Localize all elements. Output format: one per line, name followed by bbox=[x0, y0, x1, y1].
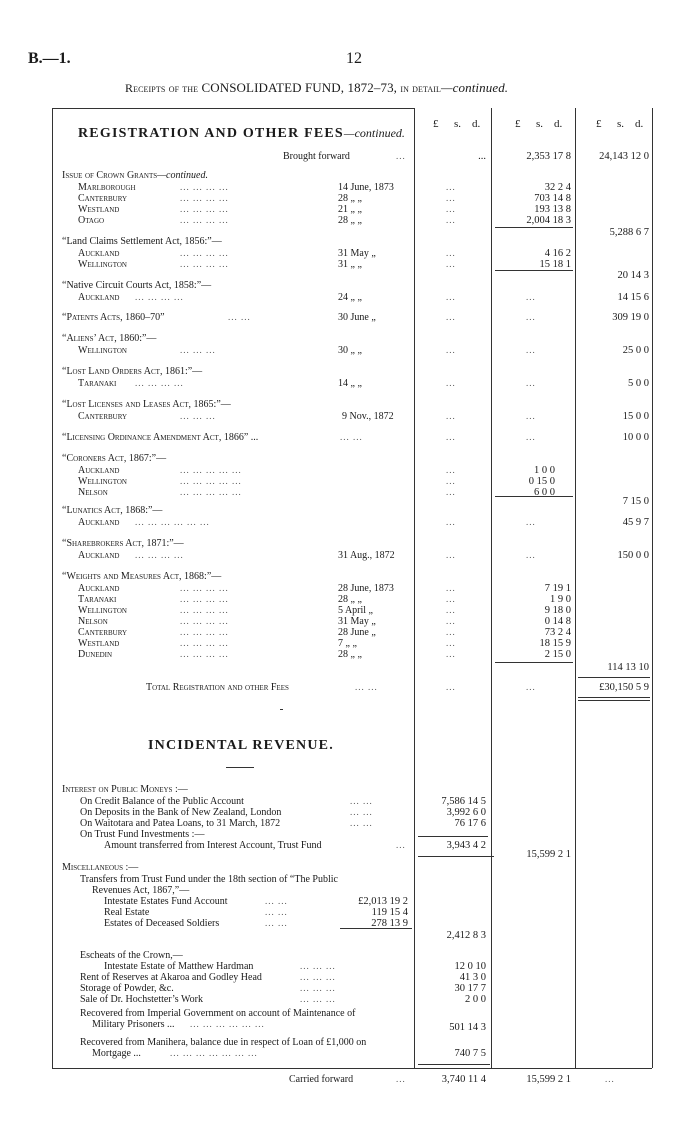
dot-leader: ... bbox=[446, 517, 456, 527]
dot-leader: ... ... ... ... bbox=[180, 616, 229, 626]
weights-name: Wellington bbox=[78, 605, 127, 616]
title-in: in detail bbox=[400, 81, 441, 95]
brought-forward-col2: 2,353 17 8 bbox=[526, 151, 571, 162]
dot-leader: ... bbox=[446, 215, 456, 225]
dot-leader: ... bbox=[526, 378, 536, 388]
dot-leader: ... ... ... ... bbox=[180, 204, 229, 214]
lost-land-heading: “Lost Land Orders Act, 1861:”— bbox=[62, 366, 203, 377]
dot-leader: ... bbox=[446, 411, 456, 421]
col2-pence-header: d. bbox=[554, 118, 563, 130]
crown-grant-date: 28 „ „ bbox=[338, 215, 362, 226]
crown-grants-total: 5,288 6 7 bbox=[609, 227, 649, 238]
escheats-label: Escheats of the Crown,— bbox=[80, 950, 183, 961]
col1-pence-header: d. bbox=[472, 118, 481, 130]
imperial-line1: Recovered from Imperial Government on account of Maintenance of bbox=[80, 1008, 356, 1019]
crown-grant-date: 28 „ „ bbox=[338, 193, 362, 204]
col1-shilling-header: s. bbox=[454, 118, 462, 130]
land-claim-date: 31 „ „ bbox=[338, 259, 362, 270]
incidental-heading: INCIDENTAL REVENUE. bbox=[148, 738, 334, 753]
weights-amount: 73 2 4 bbox=[544, 627, 571, 638]
lost-licenses-name: Canterbury bbox=[78, 411, 128, 422]
imperial-line2: Military Prisoners ... bbox=[92, 1019, 175, 1030]
weights-total: 114 13 10 bbox=[607, 662, 649, 673]
dot-leader: ... ... ... ... bbox=[180, 193, 229, 203]
dot-leader: ... ... ... ... bbox=[180, 583, 229, 593]
carried-forward-col1: 3,740 11 4 bbox=[441, 1074, 486, 1085]
dot-leader: ... ... ... bbox=[180, 411, 216, 421]
dot-leader: ... ... ... bbox=[300, 994, 336, 1004]
crown-grant-name: Otago bbox=[78, 215, 105, 226]
dot-leader: ... bbox=[446, 182, 456, 192]
dot-leader: ... ... bbox=[265, 896, 288, 906]
dot-leader: ... ... ... ... bbox=[180, 649, 229, 659]
aliens-name: Wellington bbox=[78, 345, 127, 356]
carried-forward-col2: 15,599 2 1 bbox=[526, 1074, 571, 1085]
dot-leader: ... bbox=[526, 292, 536, 302]
patents-total: 309 19 0 bbox=[612, 312, 649, 323]
sum-rule bbox=[495, 270, 573, 271]
sharebrokers-heading: “Sharebrokers Act, 1871:”— bbox=[62, 538, 184, 549]
weights-date: 28 „ „ bbox=[338, 649, 362, 660]
dot-leader: ... ... ... ... ... bbox=[180, 487, 242, 497]
weights-name: Dunedin bbox=[78, 649, 113, 660]
weights-amount: 1 9 0 bbox=[550, 594, 571, 605]
interest-item-label: On Deposits in the Bank of New Zealand, London bbox=[80, 807, 282, 818]
crown-grant-amount: 193 13 8 bbox=[534, 204, 571, 215]
interest-item-amount: 7,586 14 5 bbox=[441, 796, 486, 807]
dot-leader: ... bbox=[446, 292, 456, 302]
manihera-line2: Mortgage ... bbox=[92, 1048, 141, 1059]
crown-grant-name: Westland bbox=[78, 204, 120, 215]
native-circuit-heading: “Native Circuit Courts Act, 1858:”— bbox=[62, 280, 212, 291]
trust-fund-sub: Amount transferred from Interest Account, Trust Fund bbox=[104, 840, 322, 851]
weights-name: Canterbury bbox=[78, 627, 128, 638]
crown-grant-amount: 2,004 18 3 bbox=[526, 215, 571, 226]
dot-leader: ... bbox=[396, 151, 406, 161]
sheet-id: B.—1. bbox=[28, 50, 71, 67]
native-circuit-name: Auckland bbox=[78, 292, 120, 303]
weights-amount: 7 19 1 bbox=[544, 583, 571, 594]
column-rule-2 bbox=[491, 108, 492, 1068]
sharebrokers-total: 150 0 0 bbox=[617, 550, 649, 561]
aliens-total: 25 0 0 bbox=[622, 345, 649, 356]
title-continued: —continued. bbox=[440, 80, 509, 95]
registration-heading-continued: —continued. bbox=[343, 126, 405, 140]
weights-name: Westland bbox=[78, 638, 120, 649]
dot-leader: ... ... ... ... ... ... ... bbox=[170, 1048, 258, 1058]
dot-leader: ... bbox=[396, 840, 406, 850]
weights-amount: 9 18 0 bbox=[544, 605, 571, 616]
col1-pound-header: £ bbox=[433, 118, 439, 130]
dot-leader: ... ... ... ... bbox=[180, 248, 229, 258]
title-of: of the bbox=[168, 81, 199, 95]
misc-item-label: Sale of Dr. Hochstetter’s Work bbox=[80, 994, 203, 1005]
sum-rule bbox=[418, 1064, 490, 1065]
dot-leader: ... ... ... ... bbox=[180, 259, 229, 269]
weights-name: Auckland bbox=[78, 583, 120, 594]
land-claims-heading: “Land Claims Settlement Act, 1856:”— bbox=[62, 236, 222, 247]
brought-forward-col1: ... bbox=[478, 151, 486, 162]
dot-leader: ... ... ... ... bbox=[135, 378, 184, 388]
lunatics-name: Auckland bbox=[78, 517, 120, 528]
manihera-amount: 740 7 5 bbox=[454, 1048, 486, 1059]
coroners-total: 7 15 0 bbox=[622, 496, 649, 507]
registration-total-col2: ... bbox=[526, 682, 536, 692]
patents-heading: “Patents Acts, 1860–70” bbox=[62, 312, 165, 323]
crown-grant-name: Canterbury bbox=[78, 193, 128, 204]
dot-leader: ... bbox=[446, 204, 456, 214]
dot-leader: ... bbox=[446, 627, 456, 637]
column-rule-4 bbox=[652, 108, 653, 1068]
transfer-amount: £2,013 19 2 bbox=[358, 896, 408, 907]
lost-licenses-total: 15 0 0 bbox=[622, 411, 649, 422]
double-rule bbox=[578, 697, 650, 701]
col2-shilling-header: s. bbox=[536, 118, 544, 130]
sum-rule bbox=[495, 227, 573, 228]
coroner-amount: 6 0 0 bbox=[534, 487, 555, 498]
registration-total-label: Total Registration and other Fees bbox=[146, 682, 289, 693]
weights-amount: 0 14 8 bbox=[544, 616, 571, 627]
col2-pound-header: £ bbox=[515, 118, 521, 130]
lost-land-total: 5 0 0 bbox=[628, 378, 649, 389]
transfer-label: Estates of Deceased Soldiers bbox=[104, 918, 220, 929]
transfer-label: Intestate Estates Fund Account bbox=[104, 896, 228, 907]
dot-leader: ... ... ... bbox=[180, 345, 216, 355]
misc-item-amount: 12 0 10 bbox=[454, 961, 486, 972]
dot-leader: ... ... ... ... ... ... bbox=[190, 1019, 265, 1029]
land-claims-total: 20 14 3 bbox=[617, 270, 649, 281]
dot-leader: ... ... ... ... bbox=[135, 292, 184, 302]
interest-total: 15,599 2 1 bbox=[526, 849, 571, 860]
crown-grants-heading-continued: —continued. bbox=[157, 170, 208, 181]
frame-left-rule bbox=[52, 108, 53, 1068]
misc-item-amount: 2 0 0 bbox=[465, 994, 486, 1005]
aliens-date: 30 „ „ bbox=[338, 345, 362, 356]
dot-leader: ... bbox=[446, 312, 456, 322]
transfer-amount: 119 15 4 bbox=[371, 907, 408, 918]
misc-item-amount: 41 3 0 bbox=[459, 972, 486, 983]
registration-heading bbox=[78, 126, 405, 142]
column-rule-1 bbox=[414, 108, 415, 1068]
dot-leader: ... ... ... ... bbox=[180, 182, 229, 192]
dot-leader: ... bbox=[446, 378, 456, 388]
dot-leader: ... ... ... bbox=[300, 972, 336, 982]
lost-land-date: 14 „ „ bbox=[338, 378, 362, 389]
registration-heading-text: REGISTRATION AND OTHER FEES bbox=[78, 126, 344, 141]
dot-leader: ... bbox=[526, 411, 536, 421]
dot-leader: ... bbox=[526, 345, 536, 355]
dot-mark bbox=[280, 709, 283, 710]
dot-leader: ... ... ... bbox=[300, 961, 336, 971]
crown-grant-date: 21 „ „ bbox=[338, 204, 362, 215]
dot-leader: ... ... bbox=[340, 432, 363, 442]
dot-leader: ... bbox=[396, 1074, 406, 1084]
dot-leader: ... ... bbox=[350, 796, 373, 806]
weights-heading: “Weights and Measures Act, 1868:”— bbox=[62, 571, 222, 582]
native-circuit-total: 14 15 6 bbox=[617, 292, 649, 303]
dot-leader: ... ... bbox=[355, 682, 378, 692]
dot-leader: ... ... ... ... bbox=[135, 550, 184, 560]
column-rule-3 bbox=[575, 108, 576, 1068]
imperial-amount: 501 14 3 bbox=[449, 1022, 486, 1033]
dot-leader: ... ... bbox=[228, 312, 251, 322]
weights-date: 7 „ „ bbox=[338, 638, 357, 649]
carried-forward-label: Carried forward bbox=[289, 1074, 354, 1085]
transfer-label: Real Estate bbox=[104, 907, 150, 918]
heading-underline bbox=[226, 767, 254, 768]
weights-name: Taranaki bbox=[78, 594, 117, 605]
dot-leader: ... ... bbox=[265, 918, 288, 928]
licensing-heading: “Licensing Ordinance Amendment Act, 1866” ... bbox=[62, 432, 259, 443]
land-claim-amount: 4 16 2 bbox=[544, 248, 571, 259]
dot-leader: ... bbox=[446, 193, 456, 203]
coroner-name: Nelson bbox=[78, 487, 108, 498]
weights-date: 31 May „ bbox=[338, 616, 376, 627]
interest-item-amount: 3,992 6 0 bbox=[446, 807, 486, 818]
lost-licenses-heading: “Lost Licenses and Leases Act, 1865:”— bbox=[62, 399, 231, 410]
coroner-amount: 1 0 0 bbox=[534, 465, 555, 476]
crown-grants-heading bbox=[62, 170, 208, 181]
dot-leader: ... ... ... ... ... bbox=[180, 476, 242, 486]
weights-date: 28 June „ bbox=[338, 627, 376, 638]
misc-item-label: Rent of Reserves at Akaroa and Godley Head bbox=[80, 972, 262, 983]
sharebrokers-name: Auckland bbox=[78, 550, 120, 561]
crown-grant-amount: 703 14 8 bbox=[534, 193, 571, 204]
sum-rule bbox=[578, 677, 650, 678]
crown-grant-amount: 32 2 4 bbox=[544, 182, 571, 193]
title-main: CONSOLIDATED FUND, 1872–73, bbox=[201, 80, 398, 95]
coroner-name: Wellington bbox=[78, 476, 127, 487]
lost-licenses-date: 9 Nov., 1872 bbox=[342, 411, 394, 422]
brought-forward-col3: 24,143 12 0 bbox=[599, 151, 649, 162]
land-claim-name: Auckland bbox=[78, 248, 120, 259]
transfer-amount: 278 13 9 bbox=[371, 918, 408, 929]
dot-leader: ... ... bbox=[350, 807, 373, 817]
licensing-total: 10 0 0 bbox=[622, 432, 649, 443]
col3-pound-header: £ bbox=[596, 118, 602, 130]
lost-land-name: Taranaki bbox=[78, 378, 117, 389]
page-title bbox=[125, 80, 508, 96]
aliens-heading: “Aliens’ Act, 1860:”— bbox=[62, 333, 157, 344]
registration-total-col1: ... bbox=[446, 682, 456, 692]
dot-leader: ... bbox=[446, 605, 456, 615]
col3-pence-header: d. bbox=[635, 118, 644, 130]
interest-item-label: On Waitotara and Patea Loans, to 31 March, 1872 bbox=[80, 818, 281, 829]
sum-rule bbox=[418, 836, 488, 837]
dot-leader: ... bbox=[446, 583, 456, 593]
weights-date: 5 April „ bbox=[338, 605, 373, 616]
transfers-line2: Revenues Act, 1867,”— bbox=[92, 885, 190, 896]
misc-item-label: Intestate Estate of Matthew Hardman bbox=[104, 961, 254, 972]
land-claim-name: Wellington bbox=[78, 259, 127, 270]
frame-bottom-rule bbox=[52, 1068, 652, 1069]
page-number: 12 bbox=[346, 50, 362, 67]
sum-rule bbox=[418, 856, 494, 857]
brought-forward-label: Brought forward bbox=[283, 151, 350, 162]
weights-name: Nelson bbox=[78, 616, 108, 627]
dot-leader: ... ... ... ... bbox=[180, 594, 229, 604]
registration-total-amount: £30,150 5 9 bbox=[599, 682, 649, 693]
land-claim-date: 31 May „ bbox=[338, 248, 376, 259]
weights-date: 28 „ „ bbox=[338, 594, 362, 605]
crown-grants-heading-text: Issue of Crown Grants bbox=[62, 170, 158, 181]
dot-leader: ... bbox=[526, 517, 536, 527]
coroner-name: Auckland bbox=[78, 465, 120, 476]
dot-leader: ... bbox=[446, 487, 456, 497]
carried-forward-col3: ... bbox=[605, 1074, 615, 1084]
dot-leader: ... ... ... ... bbox=[180, 638, 229, 648]
dot-leader: ... bbox=[526, 432, 536, 442]
weights-date: 28 June, 1873 bbox=[338, 583, 394, 594]
sum-rule bbox=[495, 662, 573, 663]
transfers-total: 2,412 8 3 bbox=[446, 930, 486, 941]
sharebrokers-date: 31 Aug., 1872 bbox=[338, 550, 395, 561]
sum-rule bbox=[495, 496, 573, 497]
dot-leader: ... bbox=[446, 649, 456, 659]
crown-grant-date: 14 June, 1873 bbox=[338, 182, 394, 193]
dot-leader: ... bbox=[446, 432, 456, 442]
patents-date: 30 June „ bbox=[338, 312, 376, 323]
dot-leader: ... bbox=[446, 638, 456, 648]
dot-leader: ... bbox=[526, 550, 536, 560]
trust-fund-label: On Trust Fund Investments :— bbox=[80, 829, 205, 840]
lunatics-total: 45 9 7 bbox=[622, 517, 649, 528]
col3-shilling-header: s. bbox=[617, 118, 625, 130]
coroners-heading: “Coroners Act, 1867:”— bbox=[62, 453, 167, 464]
native-circuit-date: 24 „ „ bbox=[338, 292, 362, 303]
trust-fund-amount: 3,943 4 2 bbox=[446, 840, 486, 851]
misc-item-amount: 30 17 7 bbox=[454, 983, 486, 994]
dot-leader: ... bbox=[446, 594, 456, 604]
dot-leader: ... bbox=[446, 248, 456, 258]
land-claim-amount: 15 18 1 bbox=[539, 259, 571, 270]
interest-item-label: On Credit Balance of the Public Account bbox=[80, 796, 244, 807]
transfers-line1: Transfers from Trust Fund under the 18th section of “The Public bbox=[80, 874, 338, 885]
weights-amount: 18 15 9 bbox=[539, 638, 571, 649]
dot-leader: ... ... ... ... ... ... bbox=[135, 517, 210, 527]
dot-leader: ... ... ... ... bbox=[180, 605, 229, 615]
title-prefix: Receipts bbox=[125, 81, 166, 95]
dot-leader: ... bbox=[446, 616, 456, 626]
dot-leader: ... ... bbox=[265, 907, 288, 917]
crown-grant-name: Marlborough bbox=[78, 182, 136, 193]
dot-leader: ... bbox=[446, 465, 456, 475]
dot-leader: ... ... bbox=[350, 818, 373, 828]
misc-item-label: Storage of Powder, &c. bbox=[80, 983, 174, 994]
dot-leader: ... ... ... ... bbox=[180, 215, 229, 225]
dot-leader: ... bbox=[446, 476, 456, 486]
dot-leader: ... bbox=[446, 259, 456, 269]
interest-heading: Interest on Public Moneys :— bbox=[62, 784, 188, 795]
dot-leader: ... ... ... ... ... bbox=[180, 465, 242, 475]
dot-leader: ... bbox=[526, 312, 536, 322]
manihera-line1: Recovered from Manihera, balance due in respect of Loan of £1,000 on bbox=[80, 1037, 367, 1048]
dot-leader: ... ... ... ... bbox=[180, 627, 229, 637]
misc-heading: Miscellaneous :— bbox=[62, 862, 139, 873]
interest-item-amount: 76 17 6 bbox=[454, 818, 486, 829]
frame-top-rule bbox=[52, 108, 414, 109]
sum-rule bbox=[340, 928, 412, 929]
weights-amount: 2 15 0 bbox=[544, 649, 571, 660]
coroner-amount: 0 15 0 bbox=[528, 476, 555, 487]
dot-leader: ... bbox=[446, 345, 456, 355]
dot-leader: ... ... ... bbox=[300, 983, 336, 993]
dot-leader: ... bbox=[446, 550, 456, 560]
lunatics-heading: “Lunatics Act, 1868:”— bbox=[62, 505, 163, 516]
